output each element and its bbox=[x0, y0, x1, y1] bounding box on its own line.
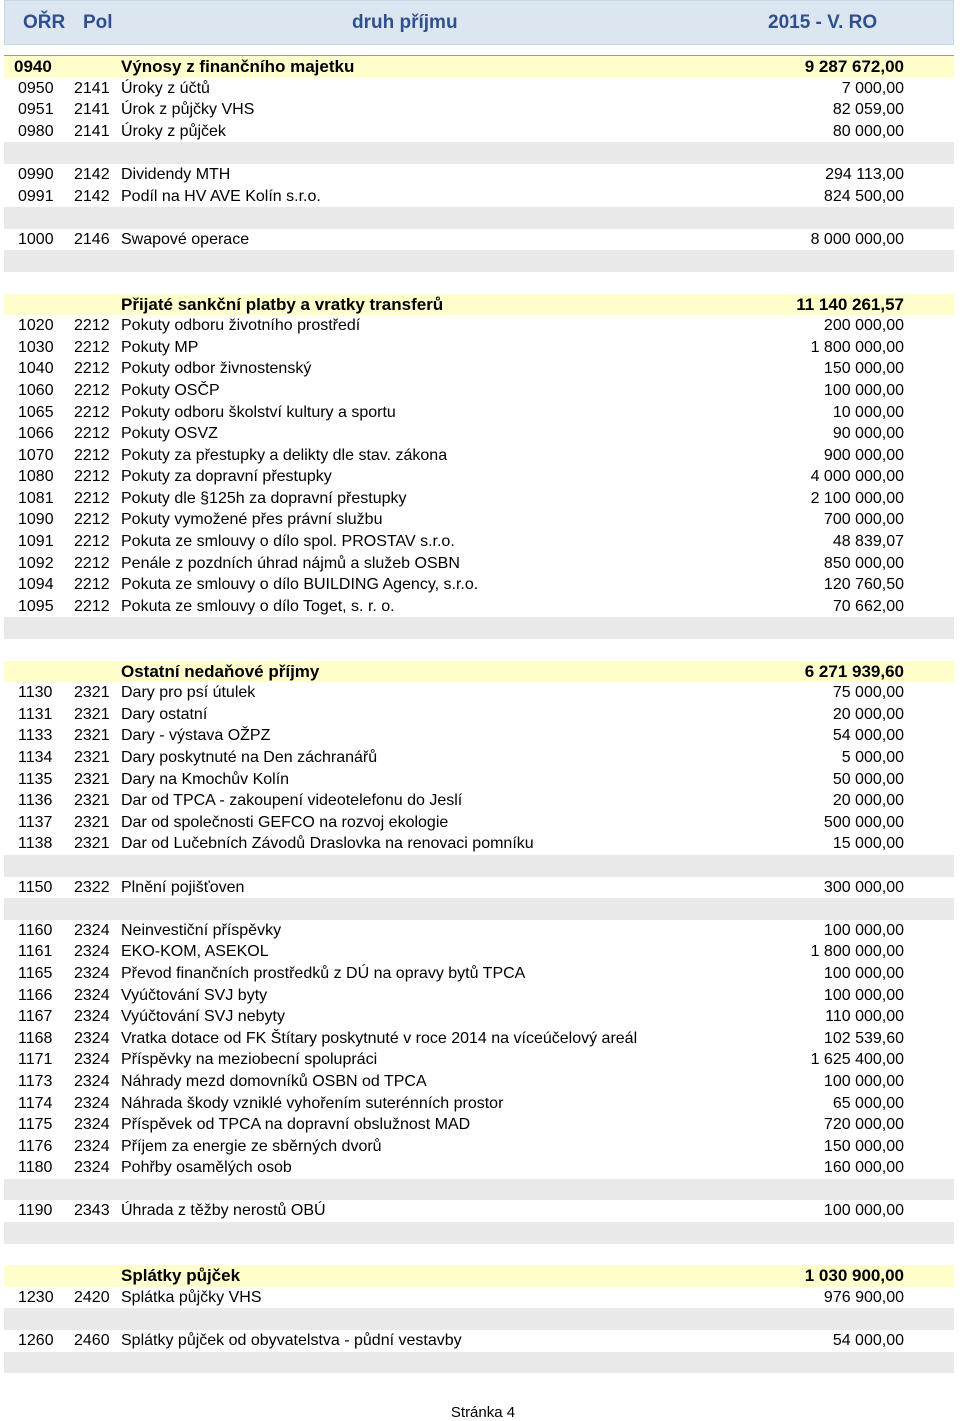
description-cell: Úroky z účtů bbox=[121, 79, 210, 97]
amount-cell: 20 000,00 bbox=[832, 705, 904, 723]
document-sheet bbox=[4, 0, 954, 1373]
amount-cell: 48 839,07 bbox=[832, 533, 904, 551]
table-row bbox=[4, 1200, 954, 1222]
pol-cell: 2141 bbox=[74, 79, 110, 97]
table-row bbox=[4, 1114, 954, 1136]
description-cell: Splátky půjček bbox=[121, 1266, 241, 1286]
separator-row bbox=[4, 1308, 954, 1330]
header-pol: Pol bbox=[83, 12, 113, 33]
amount-cell: 10 000,00 bbox=[832, 403, 904, 421]
table-row bbox=[4, 574, 954, 596]
pol-cell: 2212 bbox=[74, 425, 110, 443]
amount-cell: 110 000,00 bbox=[825, 1008, 904, 1026]
description-cell: Plnění pojišťoven bbox=[121, 878, 245, 896]
table-row bbox=[4, 380, 954, 402]
pol-cell: 2212 bbox=[74, 338, 110, 356]
description-cell: Dividendy MTH bbox=[121, 165, 231, 183]
pol-cell: 2324 bbox=[74, 986, 110, 1004]
table-row bbox=[4, 747, 954, 769]
table-row bbox=[4, 812, 954, 834]
orr-cell: 1080 bbox=[18, 468, 54, 486]
table-row bbox=[4, 466, 954, 488]
orr-cell: 1070 bbox=[18, 446, 54, 464]
orr-cell: 1161 bbox=[18, 943, 53, 961]
description-cell: Pokuta ze smlouvy o dílo Toget, s. r. o. bbox=[121, 597, 395, 615]
amount-cell: 1 800 000,00 bbox=[810, 943, 904, 961]
amount-cell: 65 000,00 bbox=[832, 1094, 904, 1112]
pol-cell: 2141 bbox=[74, 101, 110, 119]
amount-cell: 100 000,00 bbox=[823, 986, 904, 1004]
orr-cell: 0991 bbox=[18, 187, 54, 205]
orr-cell: 0951 bbox=[18, 101, 54, 119]
table-row bbox=[4, 704, 954, 726]
description-cell: Dary na Kmochův Kolín bbox=[121, 770, 290, 788]
description-cell: Dary - výstava OŽPZ bbox=[121, 727, 271, 745]
table-row bbox=[4, 186, 954, 208]
orr-cell: 1092 bbox=[18, 554, 54, 572]
orr-cell: 0940 bbox=[14, 57, 52, 76]
orr-cell: 1030 bbox=[18, 338, 54, 356]
description-cell: Splátka půjčky VHS bbox=[121, 1288, 262, 1306]
orr-cell: 1180 bbox=[18, 1159, 53, 1177]
orr-cell: 1171 bbox=[18, 1051, 53, 1069]
amount-cell: 200 000,00 bbox=[823, 317, 904, 335]
table-row bbox=[4, 1049, 954, 1071]
orr-cell: 1065 bbox=[18, 403, 54, 421]
pol-cell: 2212 bbox=[74, 468, 110, 486]
pol-cell: 2324 bbox=[74, 1137, 110, 1155]
amount-cell: 100 000,00 bbox=[823, 381, 904, 399]
amount-cell: 5 000,00 bbox=[841, 749, 904, 766]
pol-cell: 2321 bbox=[74, 792, 110, 810]
pol-cell: 2324 bbox=[74, 1116, 110, 1134]
amount-cell: 82 059,00 bbox=[832, 101, 904, 119]
orr-cell: 1160 bbox=[18, 921, 53, 939]
table-row bbox=[4, 1006, 954, 1028]
amount-cell: 976 900,00 bbox=[823, 1288, 904, 1306]
orr-cell: 1173 bbox=[18, 1072, 53, 1090]
table-row bbox=[4, 1287, 954, 1309]
header-title: druh příjmu bbox=[352, 12, 458, 33]
orr-cell: 1176 bbox=[18, 1137, 53, 1155]
column-header-bar bbox=[4, 0, 954, 45]
pol-cell: 2146 bbox=[74, 230, 110, 248]
orr-cell: 1166 bbox=[18, 986, 53, 1004]
table-row bbox=[4, 920, 954, 942]
orr-cell: 1040 bbox=[18, 360, 54, 378]
orr-cell: 1175 bbox=[18, 1116, 53, 1134]
table-row bbox=[4, 358, 954, 380]
orr-cell: 0980 bbox=[18, 122, 54, 140]
orr-cell: 0950 bbox=[18, 79, 54, 97]
description-cell: Úhrada z těžby nerostů OBÚ bbox=[121, 1202, 326, 1220]
orr-cell: 1137 bbox=[18, 813, 53, 831]
orr-cell: 1131 bbox=[18, 705, 53, 723]
amount-cell: 20 000,00 bbox=[832, 792, 904, 810]
amount-cell: 15 000,00 bbox=[832, 835, 904, 853]
description-cell: Dary pro psí útulek bbox=[121, 684, 256, 702]
orr-cell: 1020 bbox=[18, 317, 54, 335]
description-cell: Dary poskytnuté na Den záchranářů bbox=[121, 749, 378, 766]
amount-cell: 100 000,00 bbox=[823, 921, 904, 939]
pol-cell: 2324 bbox=[74, 964, 110, 982]
orr-cell: 1133 bbox=[18, 727, 53, 745]
orr-cell: 1150 bbox=[18, 878, 53, 896]
amount-cell: 720 000,00 bbox=[823, 1116, 904, 1134]
pol-cell: 2324 bbox=[74, 1094, 110, 1112]
pol-cell: 2212 bbox=[74, 403, 110, 421]
description-cell: Pokuty za dopravní přestupky bbox=[121, 468, 332, 486]
separator-row bbox=[4, 207, 954, 229]
section-header-row bbox=[4, 661, 954, 683]
amount-cell: 7 000,00 bbox=[841, 79, 904, 97]
amount-cell: 700 000,00 bbox=[823, 511, 904, 529]
orr-cell: 1094 bbox=[18, 576, 54, 594]
amount-cell: 1 800 000,00 bbox=[810, 338, 904, 356]
description-cell: Podíl na HV AVE Kolín s.r.o. bbox=[121, 187, 321, 205]
orr-cell: 1134 bbox=[18, 749, 53, 766]
orr-cell: 1091 bbox=[18, 533, 54, 551]
description-cell: EKO-KOM, ASEKOL bbox=[121, 943, 269, 961]
table-row bbox=[4, 164, 954, 186]
orr-cell: 1260 bbox=[18, 1332, 54, 1350]
header-gap bbox=[4, 45, 954, 55]
pol-cell: 2141 bbox=[74, 122, 110, 140]
table-row bbox=[4, 596, 954, 618]
orr-cell: 1095 bbox=[18, 597, 54, 615]
table-row bbox=[4, 833, 954, 855]
description-cell: Dar od společnosti GEFCO na rozvoj ekologie bbox=[121, 813, 449, 831]
amount-cell: 75 000,00 bbox=[832, 684, 904, 702]
orr-cell: 1190 bbox=[18, 1202, 53, 1220]
page-footer bbox=[0, 1404, 960, 1421]
amount-cell: 80 000,00 bbox=[832, 122, 904, 140]
pol-cell: 2420 bbox=[74, 1288, 110, 1306]
pol-cell: 2343 bbox=[74, 1202, 110, 1220]
amount-cell: 150 000,00 bbox=[823, 360, 904, 378]
separator-row bbox=[4, 1222, 954, 1244]
table-row bbox=[4, 509, 954, 531]
amount-cell: 90 000,00 bbox=[832, 425, 904, 443]
blank-row bbox=[4, 1244, 954, 1266]
pol-cell: 2142 bbox=[74, 187, 110, 205]
orr-cell: 1000 bbox=[18, 230, 54, 248]
orr-cell: 1066 bbox=[18, 425, 54, 443]
amount-cell: 8 000 000,00 bbox=[810, 230, 904, 248]
amount-cell: 70 662,00 bbox=[832, 597, 904, 615]
description-cell: Pokuty MP bbox=[121, 338, 199, 356]
orr-cell: 1165 bbox=[18, 964, 53, 982]
pol-cell: 2321 bbox=[74, 684, 110, 702]
pol-cell: 2212 bbox=[74, 597, 110, 615]
pol-cell: 2212 bbox=[74, 381, 110, 399]
amount-cell: 50 000,00 bbox=[832, 770, 904, 788]
pol-cell: 2212 bbox=[74, 576, 110, 594]
section-header-row bbox=[4, 55, 954, 78]
separator-row bbox=[4, 1179, 954, 1201]
amount-cell: 11 140 261,57 bbox=[796, 294, 904, 314]
table-row bbox=[4, 1136, 954, 1158]
table-row bbox=[4, 769, 954, 791]
description-cell: Pokuty odboru životního prostředí bbox=[121, 317, 361, 335]
description-cell: Úrok z půjčky VHS bbox=[121, 101, 255, 119]
orr-cell: 1168 bbox=[18, 1029, 53, 1047]
description-cell: Vyúčtování SVJ nebyty bbox=[121, 1008, 285, 1026]
amount-cell: 824 500,00 bbox=[823, 187, 904, 205]
table-row bbox=[4, 531, 954, 553]
orr-cell: 1081 bbox=[18, 489, 54, 507]
pol-cell: 2212 bbox=[74, 489, 110, 507]
header-orr: OŘR bbox=[23, 12, 66, 33]
amount-cell: 850 000,00 bbox=[823, 554, 904, 572]
description-cell: Příspěvek od TPCA na dopravní obslužnost MAD bbox=[121, 1116, 471, 1134]
amount-cell: 6 271 939,60 bbox=[804, 661, 904, 681]
description-cell: Vyúčtování SVJ byty bbox=[121, 986, 268, 1004]
description-cell: Převod finančních prostředků z DÚ na opravy bytů TPCA bbox=[121, 964, 526, 982]
blank-row bbox=[4, 272, 954, 294]
separator-row bbox=[4, 617, 954, 639]
amount-cell: 900 000,00 bbox=[823, 446, 904, 464]
pol-cell: 2324 bbox=[74, 1159, 110, 1177]
description-cell: Pokuty za přestupky a delikty dle stav. zákona bbox=[121, 446, 448, 464]
orr-cell: 1135 bbox=[18, 770, 53, 788]
orr-cell: 1230 bbox=[18, 1288, 54, 1306]
table-row bbox=[4, 941, 954, 963]
pol-cell: 2321 bbox=[74, 813, 110, 831]
table-row bbox=[4, 337, 954, 359]
description-cell: Ostatní nedaňové příjmy bbox=[121, 661, 320, 681]
table-row bbox=[4, 423, 954, 445]
orr-cell: 1167 bbox=[18, 1008, 53, 1026]
description-cell: Náhrady mezd domovníků OSBN od TPCA bbox=[121, 1072, 427, 1090]
pol-cell: 2321 bbox=[74, 835, 110, 853]
pol-cell: 2460 bbox=[74, 1332, 110, 1350]
description-cell: Příspěvky na meziobecní spolupráci bbox=[121, 1051, 378, 1069]
header-year: 2015 - V. RO bbox=[768, 12, 878, 33]
orr-cell: 1174 bbox=[18, 1094, 53, 1112]
table-row bbox=[4, 488, 954, 510]
separator-row bbox=[4, 898, 954, 920]
table-row bbox=[4, 445, 954, 467]
pol-cell: 2324 bbox=[74, 1029, 110, 1047]
table-row bbox=[4, 682, 954, 704]
description-cell: Dar od Lučebních Závodů Draslovka na renovaci pomníku bbox=[121, 835, 534, 853]
pol-cell: 2212 bbox=[74, 511, 110, 529]
description-cell: Příjem za energie ze sběrných dvorů bbox=[121, 1137, 382, 1155]
table-row bbox=[4, 963, 954, 985]
amount-cell: 9 287 672,00 bbox=[804, 57, 904, 76]
pol-cell: 2142 bbox=[74, 165, 110, 183]
amount-cell: 100 000,00 bbox=[823, 964, 904, 982]
description-cell: Neinvestiční příspěvky bbox=[121, 921, 282, 939]
pol-cell: 2324 bbox=[74, 1008, 110, 1026]
pol-cell: 2212 bbox=[74, 360, 110, 378]
orr-cell: 1060 bbox=[18, 381, 54, 399]
amount-cell: 500 000,00 bbox=[823, 813, 904, 831]
revenue-table bbox=[4, 55, 954, 1373]
table-row bbox=[4, 877, 954, 899]
description-cell: Pokuty OSČP bbox=[121, 381, 220, 399]
orr-cell: 1138 bbox=[18, 835, 53, 853]
description-cell: Přijaté sankční platby a vratky transferů bbox=[121, 294, 444, 314]
amount-cell: 300 000,00 bbox=[823, 878, 904, 896]
description-cell: Pokuty odbor živnostenský bbox=[121, 360, 312, 378]
table-row bbox=[4, 1028, 954, 1050]
description-cell: Pokuta ze smlouvy o dílo spol. PROSTAV s.r.o. bbox=[121, 533, 455, 551]
description-cell: Pokuty dle §125h za dopravní přestupky bbox=[121, 489, 407, 507]
pol-cell: 2321 bbox=[74, 727, 110, 745]
amount-cell: 160 000,00 bbox=[823, 1159, 904, 1177]
page-number: Stránka 4 bbox=[450, 1404, 516, 1421]
description-cell: Vratka dotace od FK Štítary poskytnuté v roce 2014 na víceúčelový areál bbox=[121, 1029, 638, 1047]
description-cell: Výnosy z finančního majetku bbox=[121, 57, 355, 76]
amount-cell: 120 760,50 bbox=[823, 576, 904, 594]
amount-cell: 54 000,00 bbox=[832, 727, 904, 745]
amount-cell: 54 000,00 bbox=[832, 1332, 904, 1350]
description-cell: Pokuty vymožené přes právní službu bbox=[121, 511, 383, 529]
separator-row bbox=[4, 855, 954, 877]
table-row bbox=[4, 553, 954, 575]
table-row bbox=[4, 315, 954, 337]
section-header-row bbox=[4, 294, 954, 316]
section-header-row bbox=[4, 1265, 954, 1287]
blank-row bbox=[4, 639, 954, 661]
amount-cell: 1 030 900,00 bbox=[804, 1266, 904, 1286]
table-row bbox=[4, 78, 954, 100]
table-row bbox=[4, 121, 954, 143]
orr-cell: 1136 bbox=[18, 792, 53, 810]
table-row bbox=[4, 1071, 954, 1093]
pol-cell: 2324 bbox=[74, 1051, 110, 1069]
description-cell: Úroky z půjček bbox=[121, 122, 226, 140]
description-cell: Dar od TPCA - zakoupení videotelefonu do Jeslí bbox=[121, 792, 463, 810]
table-row bbox=[4, 229, 954, 251]
separator-row bbox=[4, 1352, 954, 1374]
orr-cell: 1130 bbox=[18, 684, 53, 702]
table-row bbox=[4, 99, 954, 121]
amount-cell: 100 000,00 bbox=[823, 1202, 904, 1220]
description-cell: Pokuty odboru školství kultury a sportu bbox=[121, 403, 396, 421]
description-cell: Splátky půjček od obyvatelstva - půdní vestavby bbox=[121, 1332, 462, 1350]
separator-row bbox=[4, 250, 954, 272]
description-cell: Pokuta ze smlouvy o dílo BUILDING Agency, s.r.o. bbox=[121, 576, 479, 594]
pol-cell: 2321 bbox=[74, 749, 110, 766]
pol-cell: 2324 bbox=[74, 943, 110, 961]
pol-cell: 2212 bbox=[74, 317, 110, 335]
description-cell: Pokuty OSVZ bbox=[121, 425, 218, 443]
orr-cell: 0990 bbox=[18, 165, 54, 183]
amount-cell: 102 539,60 bbox=[823, 1029, 904, 1047]
pol-cell: 2321 bbox=[74, 770, 110, 788]
description-cell: Swapové operace bbox=[121, 230, 250, 248]
description-cell: Penále z pozdních úhrad nájmů a služeb OSBN bbox=[121, 554, 460, 572]
pol-cell: 2212 bbox=[74, 533, 110, 551]
amount-cell: 1 625 400,00 bbox=[810, 1051, 904, 1069]
description-cell: Náhrada škody vzniklé vyhořením suterénních prostor bbox=[121, 1094, 504, 1112]
amount-cell: 294 113,00 bbox=[825, 165, 904, 183]
table-row bbox=[4, 1330, 954, 1352]
pol-cell: 2324 bbox=[74, 921, 110, 939]
amount-cell: 150 000,00 bbox=[823, 1137, 904, 1155]
pol-cell: 2324 bbox=[74, 1072, 110, 1090]
table-row bbox=[4, 985, 954, 1007]
description-cell: Pohřby osamělých osob bbox=[121, 1159, 292, 1177]
pol-cell: 2212 bbox=[74, 446, 110, 464]
amount-cell: 4 000 000,00 bbox=[810, 468, 904, 486]
pol-cell: 2322 bbox=[74, 878, 110, 896]
separator-row bbox=[4, 142, 954, 164]
orr-cell: 1090 bbox=[18, 511, 54, 529]
table-row bbox=[4, 725, 954, 747]
amount-cell: 100 000,00 bbox=[823, 1072, 904, 1090]
amount-cell: 2 100 000,00 bbox=[810, 489, 904, 507]
table-row bbox=[4, 1093, 954, 1115]
description-cell: Dary ostatní bbox=[121, 705, 208, 723]
table-row bbox=[4, 402, 954, 424]
pol-cell: 2212 bbox=[74, 554, 110, 572]
table-row bbox=[4, 1157, 954, 1179]
pol-cell: 2321 bbox=[74, 705, 110, 723]
table-row bbox=[4, 790, 954, 812]
